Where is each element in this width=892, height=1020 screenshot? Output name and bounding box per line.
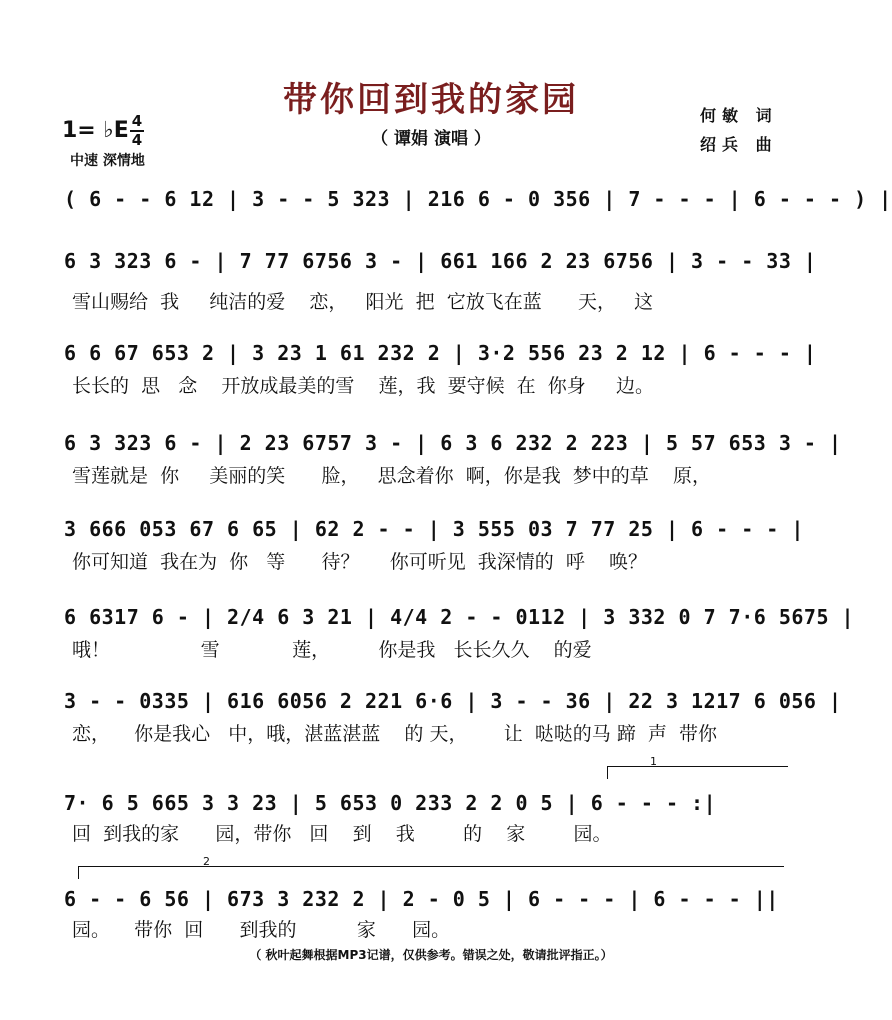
notation-line-2: 6 3 323 6 - | 7 77 6756 3 - | 661 166 2 23 6756 | 3 - - 33 | xyxy=(64,249,817,273)
transcription-note: （ 秋叶起舞根据MP3记谱，仅供参考。错误之处，敬请批评指正。） xyxy=(249,948,613,962)
song-title: 带你回到我的家园 xyxy=(283,80,579,120)
lyrics-line-5: 你可知道 我在为 你 等 待？ 你可听见 我深情的 呼 唤？ xyxy=(72,551,648,573)
notation-line-9: 6 - - 6 56 | 673 3 232 2 | 2 - 0 5 | 6 - - - | 6 - - - || xyxy=(64,887,779,911)
notation-line-4: 6 3 323 6 - | 2 23 6757 3 - | 6 3 6 232 2 223 | 5 57 653 3 - | xyxy=(64,431,842,455)
notation-line-1: ( 6 - - 6 12 | 3 - - 5 323 | 216 6 - 0 356 | 7 - - - | 6 - - - ) | xyxy=(64,187,892,211)
performer-credit: （ 谭娟 演唱 ） xyxy=(371,129,491,149)
lyrics-line-6: 哦！ 雪 莲， 你是我 长长久久 的爱 xyxy=(72,639,592,661)
meter-top: 4 xyxy=(131,112,143,130)
notation-line-6: 6 6317 6 - | 2/4 6 3 21 | 4/4 2 - - 0112 | 3 332 0 7 7·6 5675 | xyxy=(64,605,855,629)
first-ending-number: 1 xyxy=(650,755,657,768)
second-ending-number: 2 xyxy=(203,855,210,868)
notation-line-8: 7· 6 5 665 3 3 23 | 5 653 0 233 2 2 0 5 | 6 - - - :| xyxy=(64,791,717,815)
second-ending-bracket xyxy=(78,855,784,879)
lyrics-line-8: 回 到我的家 园，带你 回 到 我 的 家 园。 xyxy=(72,823,612,845)
lyrics-line-7: 恋， 你是我心 中，哦，湛蓝湛蓝 的 天， 让 哒哒的马 蹄 声 带你 xyxy=(72,723,717,745)
meter-bottom: 4 xyxy=(131,131,143,149)
first-ending-bracket xyxy=(607,755,788,779)
lyrics-line-4: 雪莲就是 你 美丽的笑 脸， 思念着你 啊，你是我 梦中的草 原， xyxy=(72,465,711,487)
lyrics-line-9: 园。 带你 回 到我的 家 园。 xyxy=(72,919,451,941)
key-signature: 1= ♭E xyxy=(62,118,129,143)
lyrics-line-3: 长长的 思 念 开放成最美的雪 莲，我 要守候 在 你身 边。 xyxy=(72,375,654,397)
notation-line-5: 3 666 053 67 6 65 | 62 2 - - | 3 555 03 7 77 25 | 6 - - - | xyxy=(64,517,804,541)
lyricist-credit: 何敏 词 xyxy=(700,106,778,125)
lyrics-line-2: 雪山赐给 我 纯洁的爱 恋， 阳光 把 它放飞在蓝 天， 这 xyxy=(72,291,654,313)
composer-credit: 绍兵 曲 xyxy=(700,135,778,154)
tempo-marking: 中速 深情地 xyxy=(70,153,145,169)
time-signature xyxy=(130,114,144,148)
notation-line-7: 3 - - 0335 | 616 6056 2 221 6·6 | 3 - - 36 | 22 3 1217 6 056 | xyxy=(64,689,842,713)
notation-line-3: 6 6 67 653 2 | 3 23 1 61 232 2 | 3·2 556 23 2 12 | 6 - - - | xyxy=(64,341,817,365)
